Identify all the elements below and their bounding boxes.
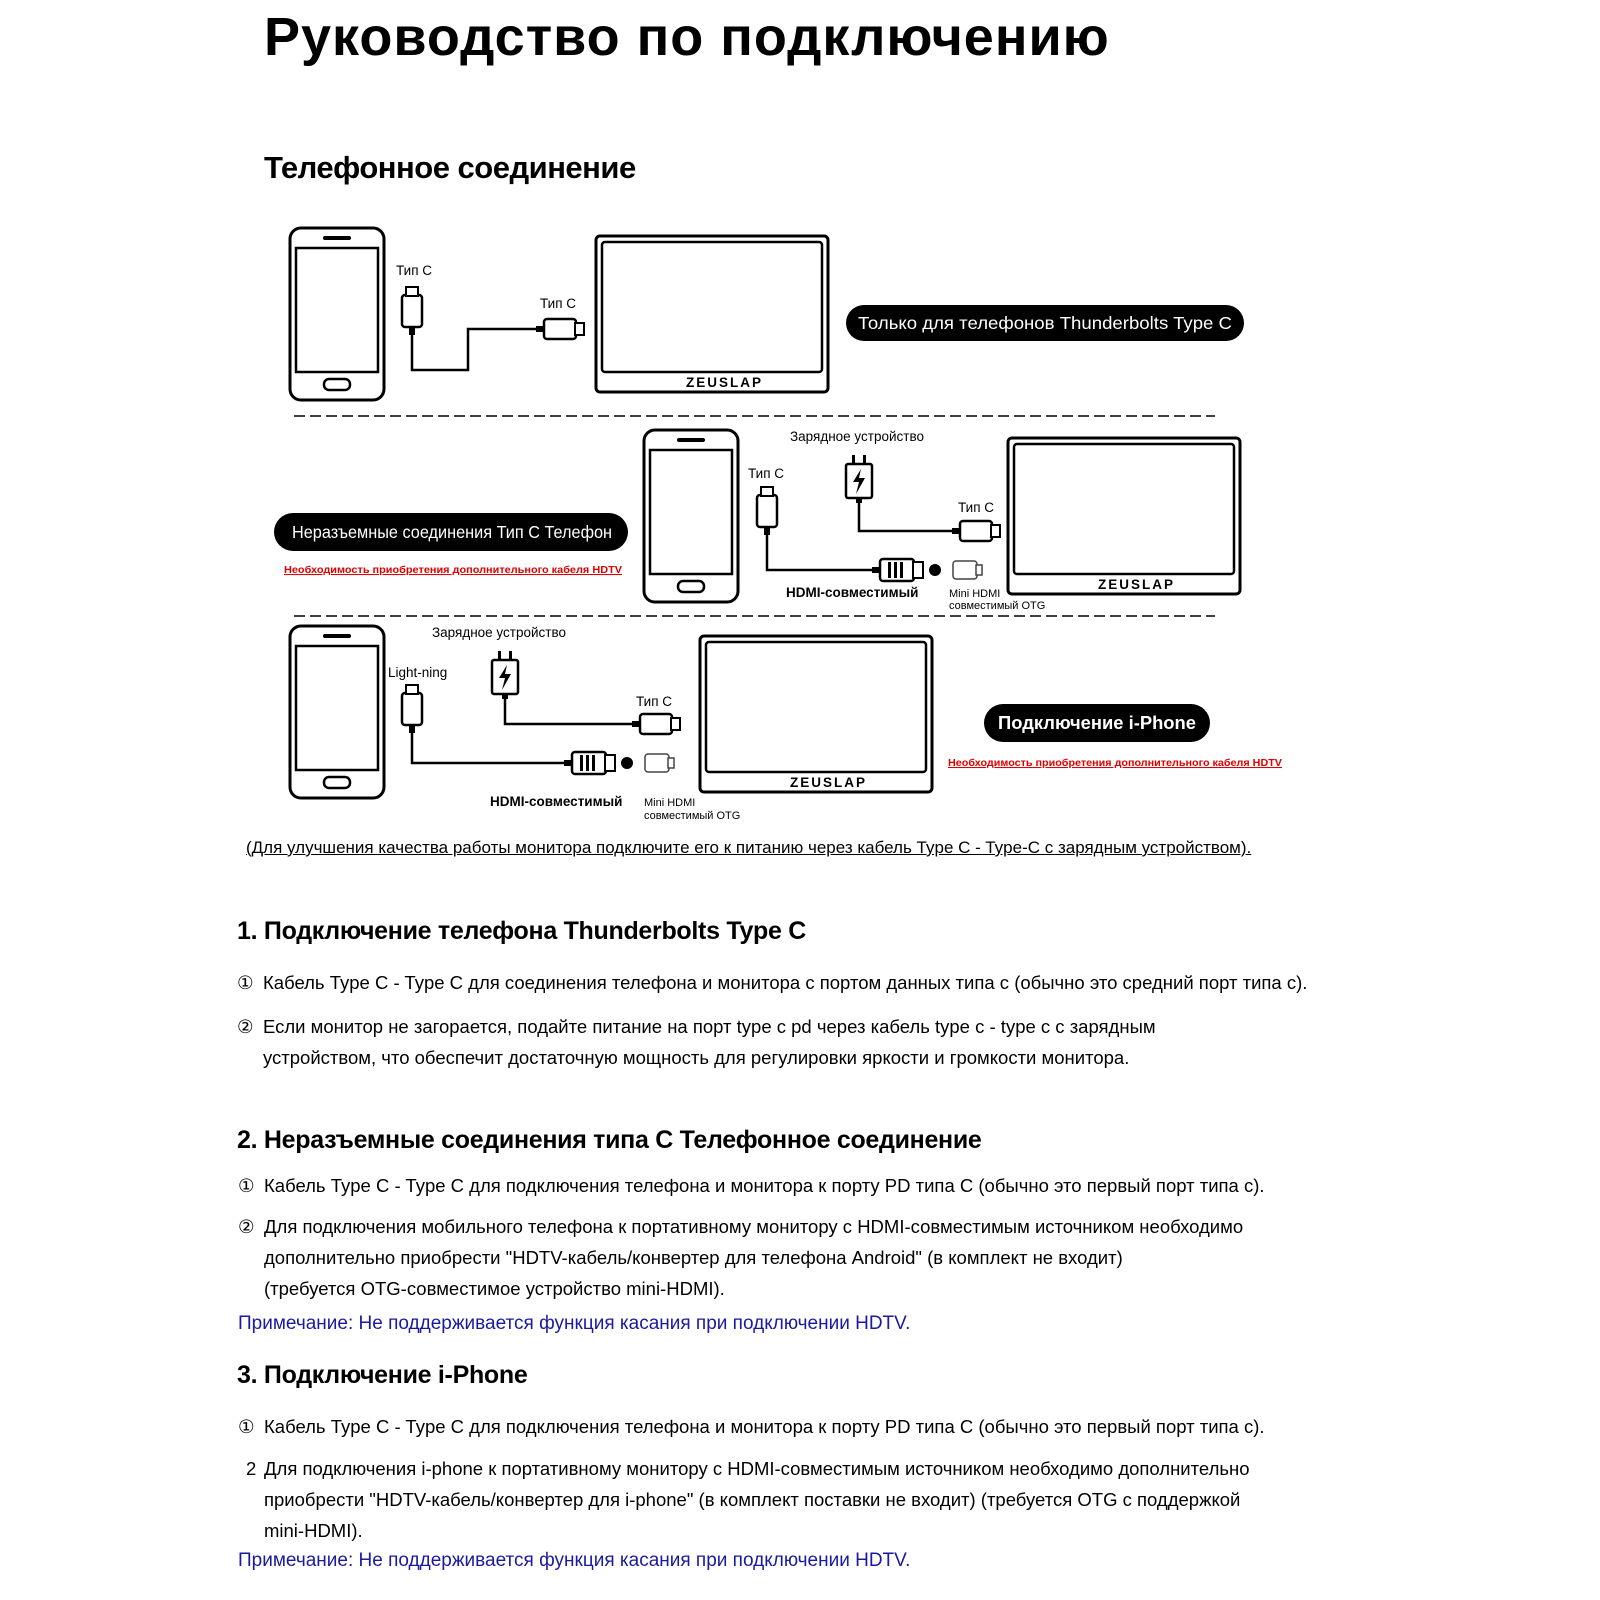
phone-icon	[644, 430, 738, 602]
brand-label: ZEUSLAP	[686, 375, 764, 390]
monitor-port-label: Тип С	[636, 694, 673, 709]
charger-icon	[492, 651, 518, 699]
lightning-plug-icon	[402, 685, 422, 733]
hdmi-label: HDMI-совместимый	[490, 794, 623, 809]
phone-port-label: Тип С	[396, 263, 433, 278]
mini-hdmi-label-2: совместимый OTG	[949, 600, 1046, 612]
type-c-plug-icon	[536, 319, 584, 339]
hdmi-plug-icon	[872, 559, 923, 581]
type-c-plug-icon	[402, 287, 422, 335]
row3-iphone	[290, 625, 1282, 822]
section-2-item-1: ① Кабель Type C - Type C для подключения телефона и монитора к порту PD типа C (обычно это первый порт типа с).	[238, 1175, 1265, 1196]
section-3-heading: 3. Подключение i-Phone	[237, 1361, 528, 1389]
row3-pill: Подключение i-Phone	[998, 713, 1196, 733]
hdmi-plug-icon	[564, 752, 615, 774]
section-1-item-2: ② Если монитор не загорается, подайте питание на порт type c pd через кабель type c - type c с зарядным устройством, что обеспечит достаточную мощность для регулировки яркости и громкости монитора.	[237, 1016, 1156, 1068]
row2-type-c-hdmi	[274, 429, 1240, 612]
page-title: Руководство по подключению	[264, 7, 1110, 67]
section-2-item-2: ② Для подключения мобильного телефона к портативному монитору с HDMI-совместимым источником необходимо дополнительно приобрести "HDTV-кабель/конвертер для телефона Android" (в комплект не входит) (требуется OTG-совместимое устройство mini-HDMI).	[238, 1216, 1244, 1299]
mini-hdmi-label-1: Mini HDMI	[949, 588, 1001, 600]
mini-hdmi-adapter-icon	[645, 754, 674, 772]
monitor-icon	[1008, 438, 1240, 594]
monitor-icon	[596, 236, 828, 392]
row2-pill: Неразъемные соединения Тип С Телефон	[292, 522, 612, 542]
section-3-item-2: 2 Для подключения i-phone к портативному монитору с HDMI-совместимым источником необходимо дополнительно приобрести "HDTV-кабель/конвертер для i-phone" (в комплект поставки не входит) (требуется OTG с поддержкой mini-HDMI).	[246, 1458, 1250, 1541]
phone-port-label: Тип С	[748, 466, 785, 481]
charger-icon	[846, 455, 872, 503]
brand-label: ZEUSLAP	[1098, 577, 1176, 592]
phone-icon	[290, 626, 384, 798]
section-1-item-1: ① Кабель Type C - Type C для соединения телефона и монитора с портом данных типа с (обычно это средний порт типа с).	[237, 972, 1308, 993]
power-note: (Для улучшения качества работы монитора подключите его к питанию через кабель Type C - Type-C с зарядным устройством).	[246, 838, 1252, 857]
mini-hdmi-label-2: совместимый OTG	[644, 810, 741, 822]
row2-red-note: Необходимость приобретения дополнительного кабеля HDTV	[284, 564, 622, 576]
type-c-plug-icon	[757, 487, 777, 535]
type-c-plug-icon	[632, 714, 680, 734]
phone-port-label: Light-ning	[388, 665, 448, 680]
section-1-heading: 1. Подключение телефона Thunderbolts Type C	[237, 917, 807, 945]
section-3-item-1: ① Кабель Type C - Type C для подключения телефона и монитора к порту PD типа C (обычно это первый порт типа с).	[238, 1416, 1265, 1437]
row1-thunderbolt	[290, 228, 1244, 400]
type-c-plug-icon	[952, 521, 1000, 541]
brand-label: ZEUSLAP	[790, 775, 868, 790]
hdmi-label: HDMI-совместимый	[786, 585, 919, 600]
section-2-note: Примечание: Не поддерживается функция касания при подключении HDTV.	[238, 1313, 911, 1334]
monitor-port-label: Тип С	[540, 296, 577, 311]
section-3-note: Примечание: Не поддерживается функция касания при подключении HDTV.	[238, 1550, 911, 1571]
charger-label: Зарядное устройство	[432, 625, 566, 640]
charger-label: Зарядное устройство	[790, 429, 924, 444]
mini-hdmi-adapter-icon	[953, 561, 982, 579]
section-2-heading: 2. Неразъемные соединения типа С Телефонное соединение	[237, 1126, 982, 1154]
row1-pill: Только для телефонов Thunderbolts Type C	[858, 313, 1232, 333]
monitor-icon	[700, 636, 932, 792]
section-heading: Телефонное соединение	[264, 150, 636, 185]
mini-hdmi-label-1: Mini HDMI	[644, 797, 696, 809]
monitor-port-label: Тип С	[958, 500, 995, 515]
row3-red-note: Необходимость приобретения дополнительного кабеля HDTV	[948, 757, 1282, 769]
phone-icon	[290, 228, 384, 400]
